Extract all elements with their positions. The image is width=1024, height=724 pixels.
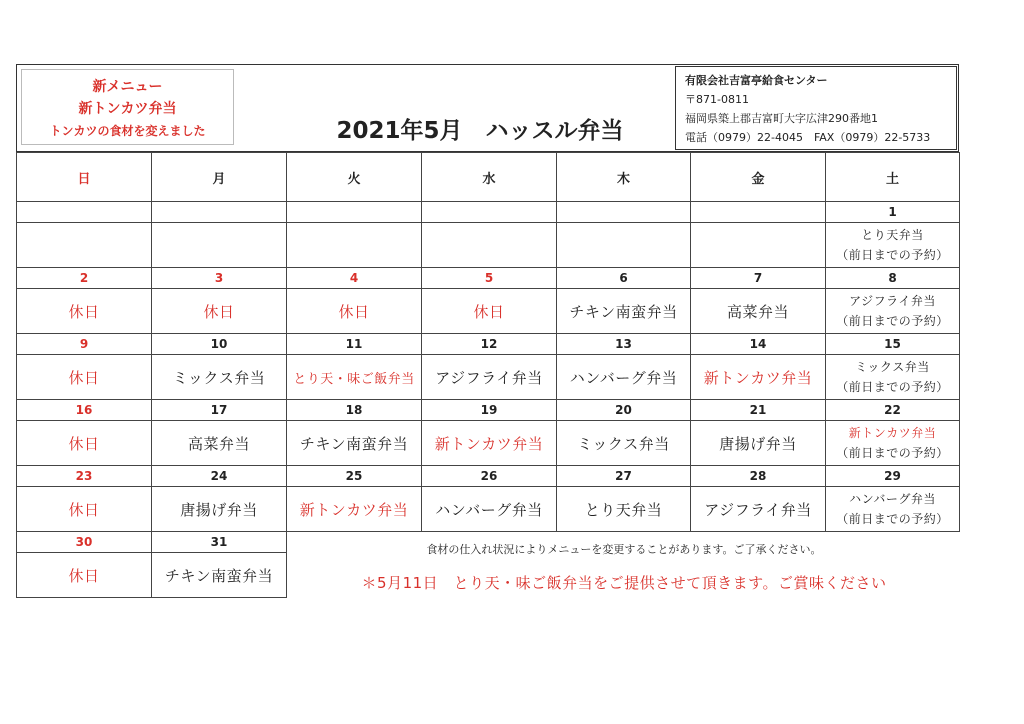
day-number: 11 [287,334,422,355]
weekday-header: 水 [422,153,557,202]
menu-item: 休日 [422,289,557,334]
notice-line-3: トンカツの食材を変えました [49,124,206,138]
day-number: 27 [557,466,691,487]
day-number: 15 [826,334,960,355]
weekday-header: 日 [17,153,152,202]
company-phone: 電話（0979）22-4045 FAX（0979）22-5733 [685,131,931,144]
day-number: 9 [17,334,152,355]
day-number: 12 [422,334,557,355]
menu-item: チキン南蛮弁当 [152,553,287,598]
date-row [17,400,960,421]
day-number: 13 [557,334,691,355]
menu-row [17,421,960,466]
day-number: 4 [287,268,422,289]
menu-item: とり天・味ご飯弁当 [287,355,422,400]
menu-cell [826,355,960,400]
menu-item: ミックス弁当 [152,355,287,400]
menu-item: 休日 [17,355,152,400]
menu-item: 休日 [152,289,287,334]
menu-item: 新トンカツ弁当 [287,487,422,532]
day-number: 29 [826,466,960,487]
day-number [287,202,422,223]
menu-item: 新トンカツ弁当 [848,426,937,440]
day-number: 22 [826,400,960,421]
day-number: 23 [17,466,152,487]
menu-item: ミックス弁当 [855,360,930,374]
day-number: 7 [691,268,826,289]
menu-item [422,223,557,268]
new-menu-notice [21,69,234,145]
day-number: 14 [691,334,826,355]
menu-item: ハンバーグ弁当 [422,487,557,532]
menu-item: ミックス弁当 [557,421,691,466]
menu-item: 休日 [287,289,422,334]
menu-item: 高菜弁当 [691,289,826,334]
menu-cell [826,223,960,268]
notice-line-2: 新トンカツ弁当 [78,101,177,117]
day-number: 3 [152,268,287,289]
day-number: 17 [152,400,287,421]
weekday-header: 月 [152,153,287,202]
day-number: 5 [422,268,557,289]
day-number: 28 [691,466,826,487]
day-number: 10 [152,334,287,355]
day-number [152,202,287,223]
menu-item: 休日 [17,553,152,598]
day-number: 20 [557,400,691,421]
weekday-header: 木 [557,153,691,202]
day-number [17,202,152,223]
menu-item: 唐揚げ弁当 [152,487,287,532]
day-number [557,202,691,223]
menu-item: 休日 [17,289,152,334]
menu-row [17,289,960,334]
menu-item: とり天弁当 [861,228,924,242]
notice-line-1: 新メニュー [92,79,163,95]
day-number [691,202,826,223]
footer-note: 食材の仕入れ状況によりメニューを変更することがあります。ご了承ください。 [426,543,822,556]
company-info-box [675,66,957,150]
date-row [17,466,960,487]
company-postal: 〒871-0811 [685,93,749,106]
menu-row [17,487,960,532]
day-number: 25 [287,466,422,487]
weekday-header: 火 [287,153,422,202]
menu-item [152,223,287,268]
day-number: 26 [422,466,557,487]
reservation-note: （前日までの予約） [836,314,949,328]
menu-item: 新トンカツ弁当 [691,355,826,400]
day-number: 31 [152,532,287,553]
page-title: 2021年5月 ハッスル弁当 [336,118,624,144]
menu-row [17,223,960,268]
day-number: 18 [287,400,422,421]
menu-item: チキン南蛮弁当 [557,289,691,334]
day-number: 30 [17,532,152,553]
menu-item: 新トンカツ弁当 [422,421,557,466]
menu-item: アジフライ弁当 [422,355,557,400]
menu-item [17,223,152,268]
weekday-header: 土 [826,153,960,202]
weekday-header: 金 [691,153,826,202]
day-number: 2 [17,268,152,289]
day-number: 6 [557,268,691,289]
menu-calendar [16,152,960,598]
company-name: 有限会社吉富亭給食センター [685,74,828,87]
date-row [17,334,960,355]
menu-cell [826,421,960,466]
menu-cell [826,487,960,532]
menu-item: アジフライ弁当 [849,294,936,308]
weekday-header-row [17,153,960,202]
day-number [422,202,557,223]
menu-row [17,355,960,400]
reservation-note: （前日までの予約） [836,512,949,526]
day-number: 24 [152,466,287,487]
menu-item: とり天弁当 [557,487,691,532]
menu-item: ハンバーグ弁当 [849,492,936,506]
menu-item: 休日 [17,487,152,532]
day-number: 1 [826,202,960,223]
company-address: 福岡県築上郡吉富町大字広津290番地1 [685,112,878,125]
menu-item: アジフライ弁当 [691,487,826,532]
menu-item: ハンバーグ弁当 [557,355,691,400]
menu-item: チキン南蛮弁当 [287,421,422,466]
reservation-note: （前日までの予約） [836,446,949,460]
menu-item [557,223,691,268]
day-number: 16 [17,400,152,421]
menu-item [287,223,422,268]
date-row [17,202,960,223]
menu-cell [826,289,960,334]
menu-item: 唐揚げ弁当 [691,421,826,466]
date-row [17,268,960,289]
reservation-note: （前日までの予約） [836,380,949,394]
day-number: 21 [691,400,826,421]
footer-special-note: ＊5月11日 とり天・味ご飯弁当をご提供させて頂きます。ご賞味ください [361,574,887,592]
menu-item: 休日 [17,421,152,466]
menu-item: 高菜弁当 [152,421,287,466]
reservation-note: （前日までの予約） [836,248,949,262]
day-number: 8 [826,268,960,289]
day-number: 19 [422,400,557,421]
menu-item [691,223,826,268]
